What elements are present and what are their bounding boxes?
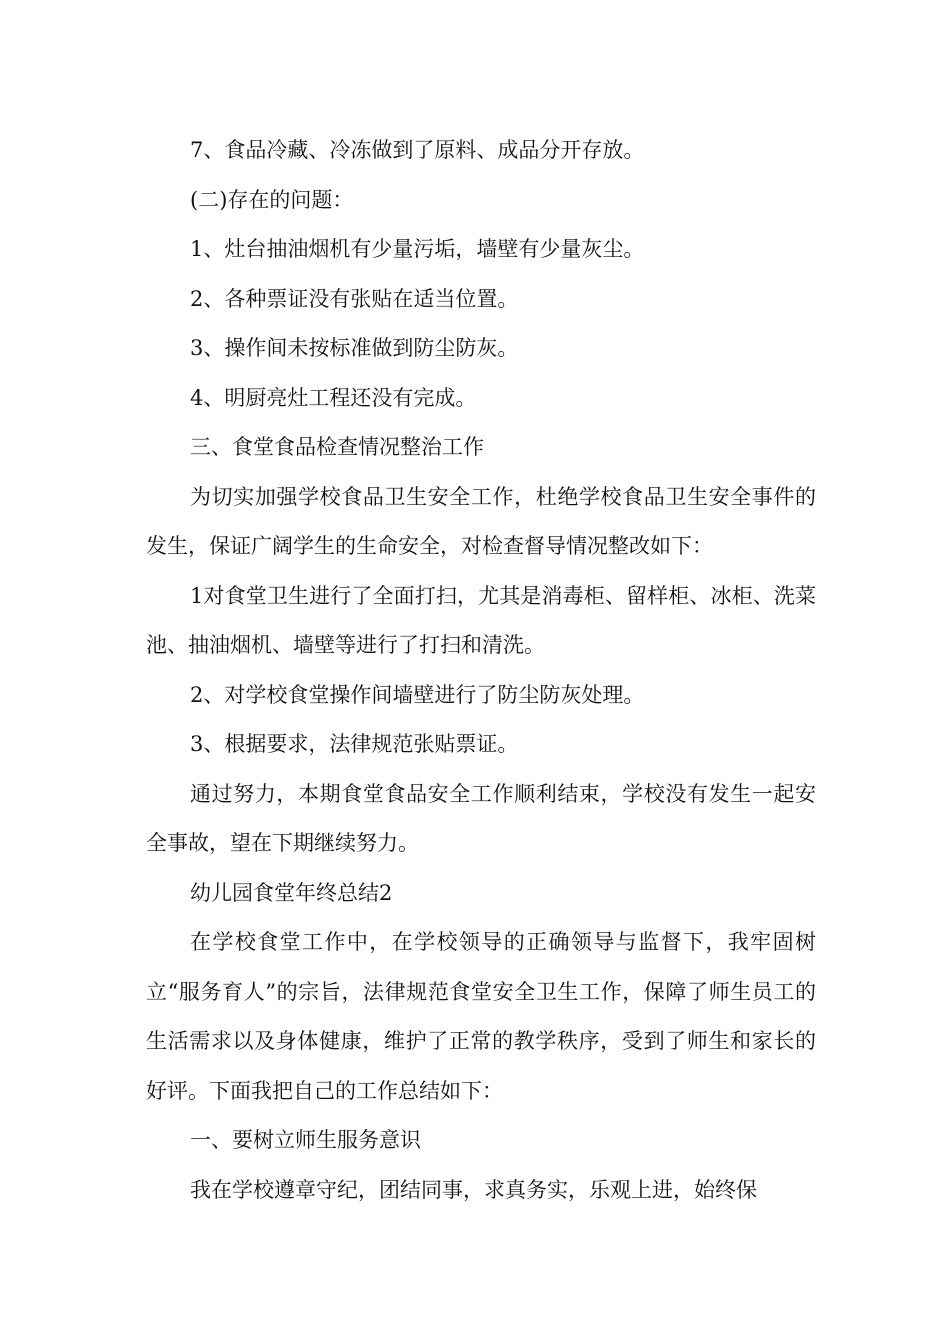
- paragraph-summary-intro: 在学校食堂工作中，在学校领导的正确领导与监督下，我牢固树立“服务育人”的宗旨，法律规范食堂安全卫生工作，保障了师生员工的生活需求以及身体健康，维护了正常的教学秩序，受到了师生和家长的好评。下面我把自己的工作总结如下：: [146, 930, 816, 1103]
- paragraph-problem-4: 4、明厨亮灶工程还没有完成。: [190, 385, 477, 410]
- document-body: [146, 126, 816, 1215]
- heading-rectification: 三、食堂食品检查情况整治工作: [190, 435, 484, 459]
- paragraph-problem-1: 1、灶台抽油烟机有少量污垢，墙壁有少量灰尘。: [190, 237, 645, 261]
- section-title-summary-2: 幼儿园食堂年终总结2: [190, 880, 393, 905]
- paragraph-rectification-3: 3、根据要求，法律规范张贴票证。: [190, 732, 519, 756]
- heading-service-awareness: 一、要树立师生服务意识: [190, 1128, 421, 1152]
- paragraph-rectification-1: 1对食堂卫生进行了全面打扫，尤其是消毒柜、留样柜、冰柜、洗菜池、抽油烟机、墙壁等进行了打扫和清洗。: [146, 583, 816, 657]
- paragraph-rectification-2: 2、对学校食堂操作间墙壁进行了防尘防灰处理。: [190, 682, 645, 707]
- paragraph-problem-2: 2、各种票证没有张贴在适当位置。: [190, 286, 519, 311]
- paragraph-problem-3: 3、操作间未按标准做到防尘防灰。: [190, 336, 519, 360]
- heading-existing-problems: (二)存在的问题：: [190, 187, 354, 212]
- paragraph-service-awareness: 我在学校遵章守纪，团结同事，求真务实，乐观上进，始终保: [190, 1177, 757, 1202]
- paragraph-conclusion: 通过努力，本期食堂食品安全工作顺利结束，学校没有发生一起安全事故，望在下期继续努力。: [146, 781, 816, 855]
- paragraph-cold-storage: 7、食品冷藏、冷冻做到了原料、成品分开存放。: [190, 138, 645, 162]
- paragraph-rectification-intro: 为切实加强学校食品卫生安全工作，杜绝学校食品卫生安全事件的发生，保证广阔学生的生命安全，对检查督导情况整改如下：: [146, 484, 816, 558]
